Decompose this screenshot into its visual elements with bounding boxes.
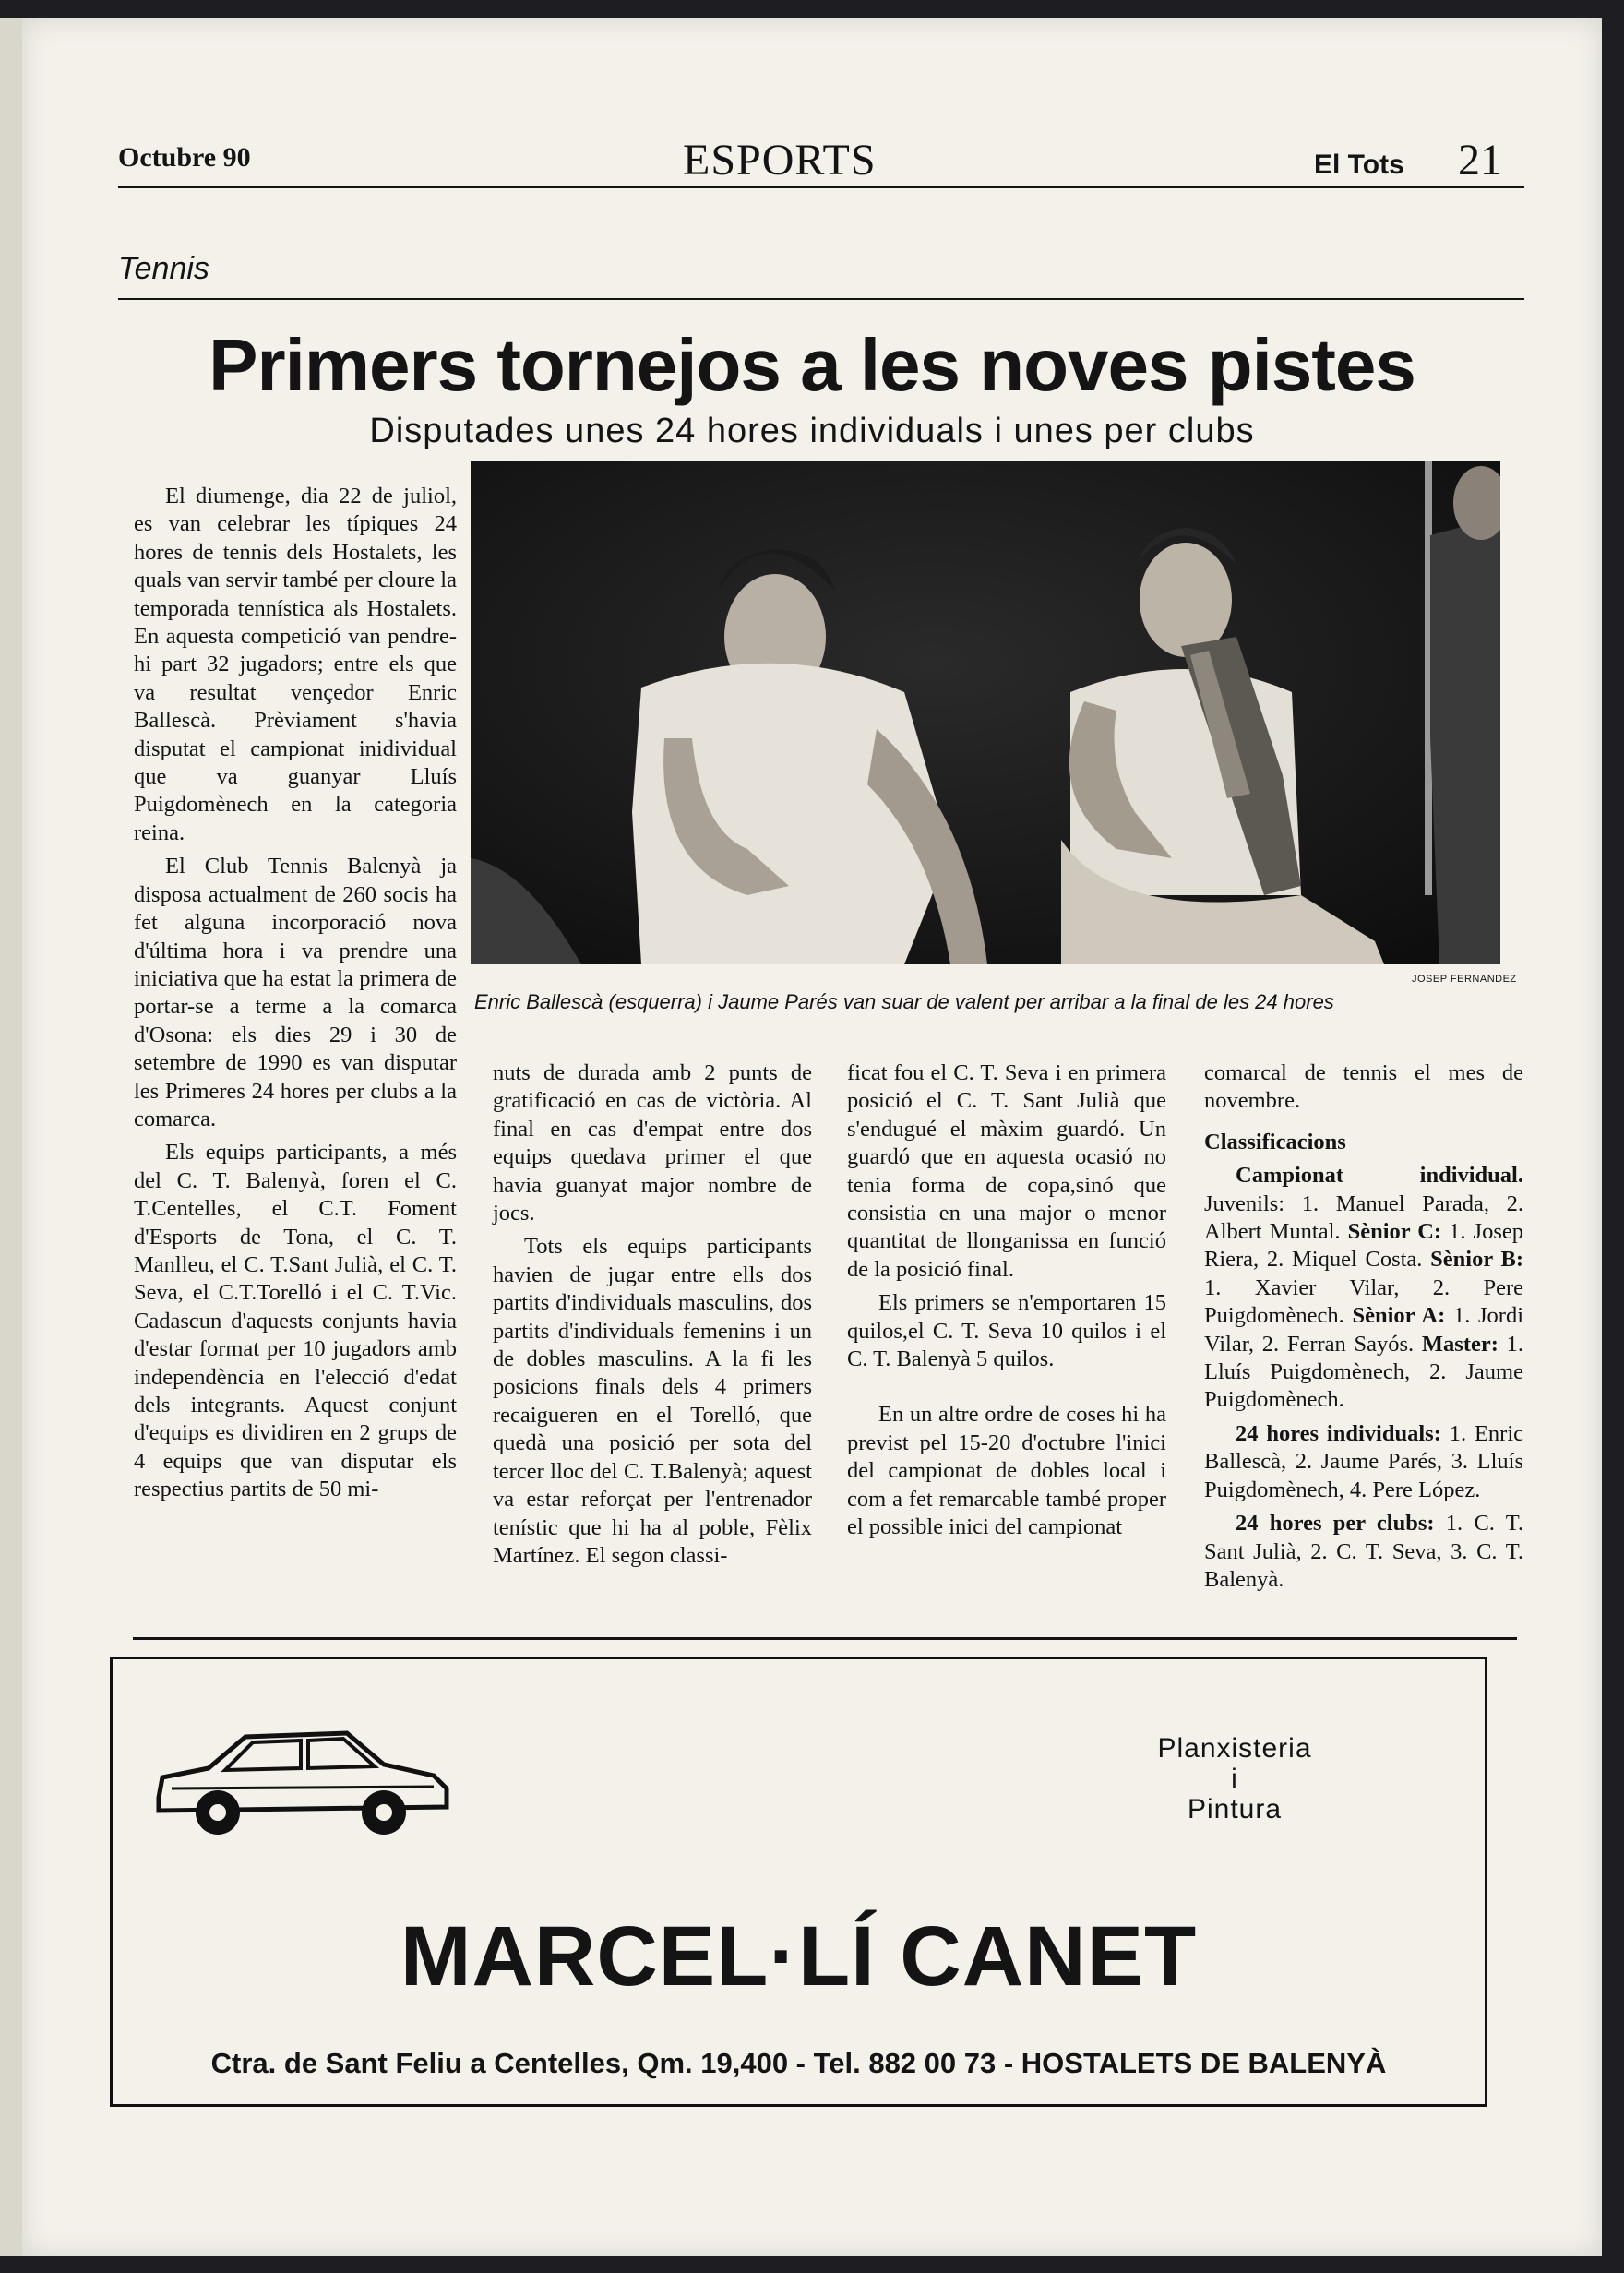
label: Campionat individual. — [1236, 1163, 1523, 1189]
paragraph: nuts de durada amb 2 punts de gratificació en cas de victòria. Al final en cas d'empat entre dos equips quedava primer el que havia guanyat major nombre de jocs. — [493, 1060, 812, 1226]
label: Sènior C: — [1347, 1219, 1442, 1245]
classifications-title: Classificacions — [1204, 1129, 1346, 1154]
issue-date: Octubre 90 — [118, 142, 251, 173]
text: 1. Josep Riera, 2. Miquel Costa. — [1204, 1219, 1523, 1273]
page-spine — [0, 18, 22, 2256]
text: 1. C. T. Sant Julià, 2. C. T. Seva, 3. C. T. Balenyà. — [1204, 1511, 1523, 1592]
ad-address: Ctra. de Sant Feliu a Centelles, Qm. 19,400 - Tel. 882 00 73 - HOSTALETS DE BALENYÀ — [210, 2047, 1387, 2079]
advertisement-box — [110, 1657, 1487, 2107]
tennis-players-photo — [471, 461, 1500, 964]
category-rule — [118, 298, 1524, 300]
ad-business-name: MARCEL·LÍ CANET — [400, 1909, 1198, 2004]
publication-name: El Tots — [1314, 150, 1404, 180]
photo-credit: JOSEP FERNANDEZ — [1412, 974, 1517, 985]
service-line: Pintura — [1187, 1794, 1283, 1824]
article-category: Tennis — [118, 251, 209, 286]
text: Juvenils: 1. Manuel Parada, 2. Albert Muntal. — [1204, 1190, 1523, 1245]
service-line: Planxisteria — [1157, 1733, 1312, 1764]
label: Sènior A: — [1352, 1303, 1446, 1329]
ad-separator-rule — [133, 1637, 1517, 1640]
text: 1. Xavier Vilar, 2. Pere Puigdomènech. — [1204, 1274, 1523, 1329]
article-headline: Primers tornejos a les noves pistes — [209, 324, 1415, 406]
section-title: ESPORTS — [683, 136, 877, 185]
article-column-4 — [1204, 1059, 1523, 1594]
label: Master: — [1421, 1331, 1499, 1357]
article-subheadline: Disputades unes 24 hores individuals i unes per clubs — [369, 412, 1255, 450]
results-individual — [1204, 1162, 1523, 1415]
results-24h-individual — [1204, 1420, 1523, 1504]
article-column-3 — [847, 1059, 1166, 1542]
label: 24 hores per clubs: — [1236, 1511, 1435, 1537]
paragraph: ficat fou el C. T. Seva i en primera posició el C. T. Sant Julià que s'endugué el màxim guardó. Un guardó que en aquesta ocasió no tenia forma de copa,sinó que consistia en una major o menor quantitat de llonganissa en funció de la posició final. — [847, 1060, 1166, 1282]
label: 24 hores individuals: — [1236, 1420, 1441, 1446]
text: 1. Enric Ballescà, 2. Jaume Parés, 3. Lluís Puigdomènech, 4. Pere López. — [1204, 1420, 1524, 1502]
article-column-1 — [134, 483, 457, 1504]
service-line: i — [1231, 1764, 1238, 1794]
article-column-2 — [493, 1059, 812, 1570]
header-rule — [118, 186, 1524, 188]
text: 1. Jordi Vilar, 2. Ferran Sayós. — [1204, 1303, 1523, 1357]
paragraph: El diumenge, dia 22 de juliol, es van celebrar les típiques 24 hores de tennis dels Hostalets, les quals van servir també per cloure la temporada tennística als Hostalets. En aquesta competició van pendre-hi part 32 jugadors; entre els que va resultat vençedor Enric Ballescà. Prèviament s'havia disputat el campionat inidividual que va guanyar Lluís Puigdomènech en la categoria reina. — [134, 484, 457, 845]
label: Sènior B: — [1430, 1247, 1523, 1273]
paragraph: Tots els equips participants havien de jugar entre ells dos partits d'individuals masculins, dos partits d'individuals femenins i un de dobles masculins. A la fi les posicions finals dels 4 primers recaigueren en el Torelló, que quedà una posició per sota del tercer lloc del C. T.Balenyà; aquest va estar reforçat per l'entrenador tenístic que hi ha al poble, Fèlix Martínez. El segon classi- — [493, 1234, 812, 1568]
results-24h-clubs — [1204, 1510, 1523, 1594]
paragraph: Els equips participants, a més del C. T. Balenyà, foren el C. T.Centelles, el C.T. Foment d'Esports de Tona, el C. T. Manlleu, el C. T.Sant Julià, el C. T. Seva, el C.T.Torelló i el C. T.Vic. Cadascun d'aquests conjunts havia d'estar format per 10 jugadors amb independència en l'elecció d'edat dels integrants. Aquest conjunt d'equips es dividiren en 2 grups de 4 equips que van disputar els respectius partits de 50 mi- — [134, 1140, 457, 1502]
ad-service — [1142, 1733, 1327, 1824]
page-number: 21 — [1458, 136, 1502, 185]
text: 1. Lluís Puigdomènech, 2. Jaume Puigdomènech. — [1204, 1331, 1523, 1413]
photo-image — [471, 461, 1500, 964]
photo-caption: Enric Ballescà (esquerra) i Jaume Parés van suar de valent per arribar a la final de les 24 hores — [474, 990, 1334, 1013]
paragraph: El Club Tennis Balenyà ja disposa actualment de 260 socis ha fet alguna incorporació nova d'última hora i va prendre una iniciativa que ha estat la primera de portar-se a terme a la comarca d'Osona: els dies 29 i 30 de setembre de 1990 es van disputar les Primeres 24 hores per clubs a la comarca. — [134, 854, 457, 1131]
car-icon — [153, 1722, 452, 1842]
paragraph: Els primers se n'emportaren 15 quilos,el C. T. Seva 10 quilos i el C. T. Balenyà 5 quilos. — [847, 1290, 1166, 1372]
paragraph: comarcal de tennis el mes de novembre. — [1204, 1060, 1523, 1114]
paragraph: En un altre ordre de coses hi ha previst pel 15-20 d'octubre l'inici del campionat de dobles local i com a fet remarcable també proper el possible inici del campionat — [847, 1402, 1166, 1540]
